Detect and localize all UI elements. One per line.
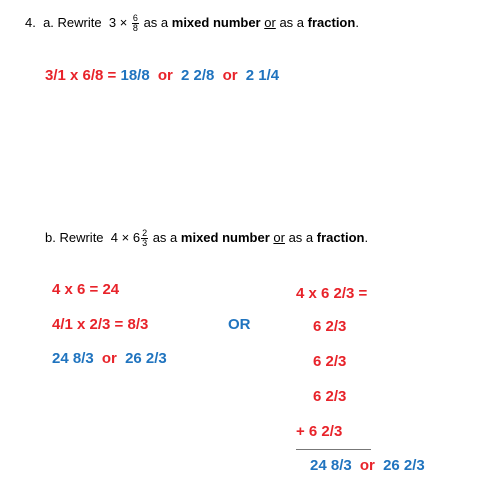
- right-addend-4: + 6 2/3: [296, 423, 343, 440]
- part-b-label: b.: [45, 230, 56, 245]
- answer-a: [45, 67, 279, 84]
- rewrite-word: Rewrite: [59, 230, 104, 245]
- or-word: or: [264, 15, 276, 30]
- sum-rule: [296, 449, 371, 450]
- left-or: or: [101, 350, 117, 367]
- fraction-term: fraction: [307, 15, 356, 30]
- right-sum-b: 26 2/3: [383, 457, 425, 474]
- question-b: b. Rewrite 4 × 6 $\frac{2}{3}$ as a mixed number or as a fraction.: [45, 228, 369, 249]
- right-addend-1: 6 2/3: [313, 318, 347, 335]
- part-a-label: a.: [43, 15, 54, 30]
- right-sum-a: 24 8/3: [310, 457, 352, 474]
- question-number: 4.: [25, 15, 36, 30]
- rewrite-word: Rewrite: [57, 15, 102, 30]
- right-addend-3: 6 2/3: [313, 388, 347, 405]
- or-word: or: [273, 230, 285, 245]
- left-result-b: 26 2/3: [125, 350, 167, 367]
- answer-a-result3: 2 1/4: [245, 67, 280, 84]
- expression-whole: 3 ×: [108, 15, 128, 30]
- left-line-1: 4 x 6 = 24: [52, 281, 120, 298]
- left-result-a: 24 8/3: [52, 350, 94, 367]
- fraction-2-3: $\frac{2}{3}$: [142, 228, 148, 249]
- answer-a-result1: 18/8: [120, 67, 150, 84]
- answer-a-or1: or: [157, 67, 173, 84]
- mixed-number-term: mixed number: [180, 230, 270, 245]
- right-addend-2: 6 2/3: [313, 353, 347, 370]
- left-line-3: [52, 350, 167, 367]
- answer-a-equation: 3/1 x 6/8 =: [45, 67, 121, 84]
- right-sum-or: or: [359, 457, 375, 474]
- right-header: 4 x 6 2/3 =: [296, 285, 368, 302]
- answer-a-or2: or: [222, 67, 238, 84]
- fraction-6-8: $\frac{6}{8}$: [132, 13, 138, 34]
- mixed-number-term: mixed number: [171, 15, 261, 30]
- fraction-term: fraction: [316, 230, 365, 245]
- expression-whole: 4 × 6: [110, 230, 141, 245]
- right-sum: [310, 457, 425, 474]
- or-label: OR: [228, 316, 251, 333]
- question-a: 4. a. Rewrite 3 × $\frac{6}{8}$ as a mixed number or as a fraction.: [25, 13, 359, 34]
- left-line-2: 4/1 x 2/3 = 8/3: [52, 316, 149, 333]
- answer-a-result2: 2 2/8: [181, 67, 215, 84]
